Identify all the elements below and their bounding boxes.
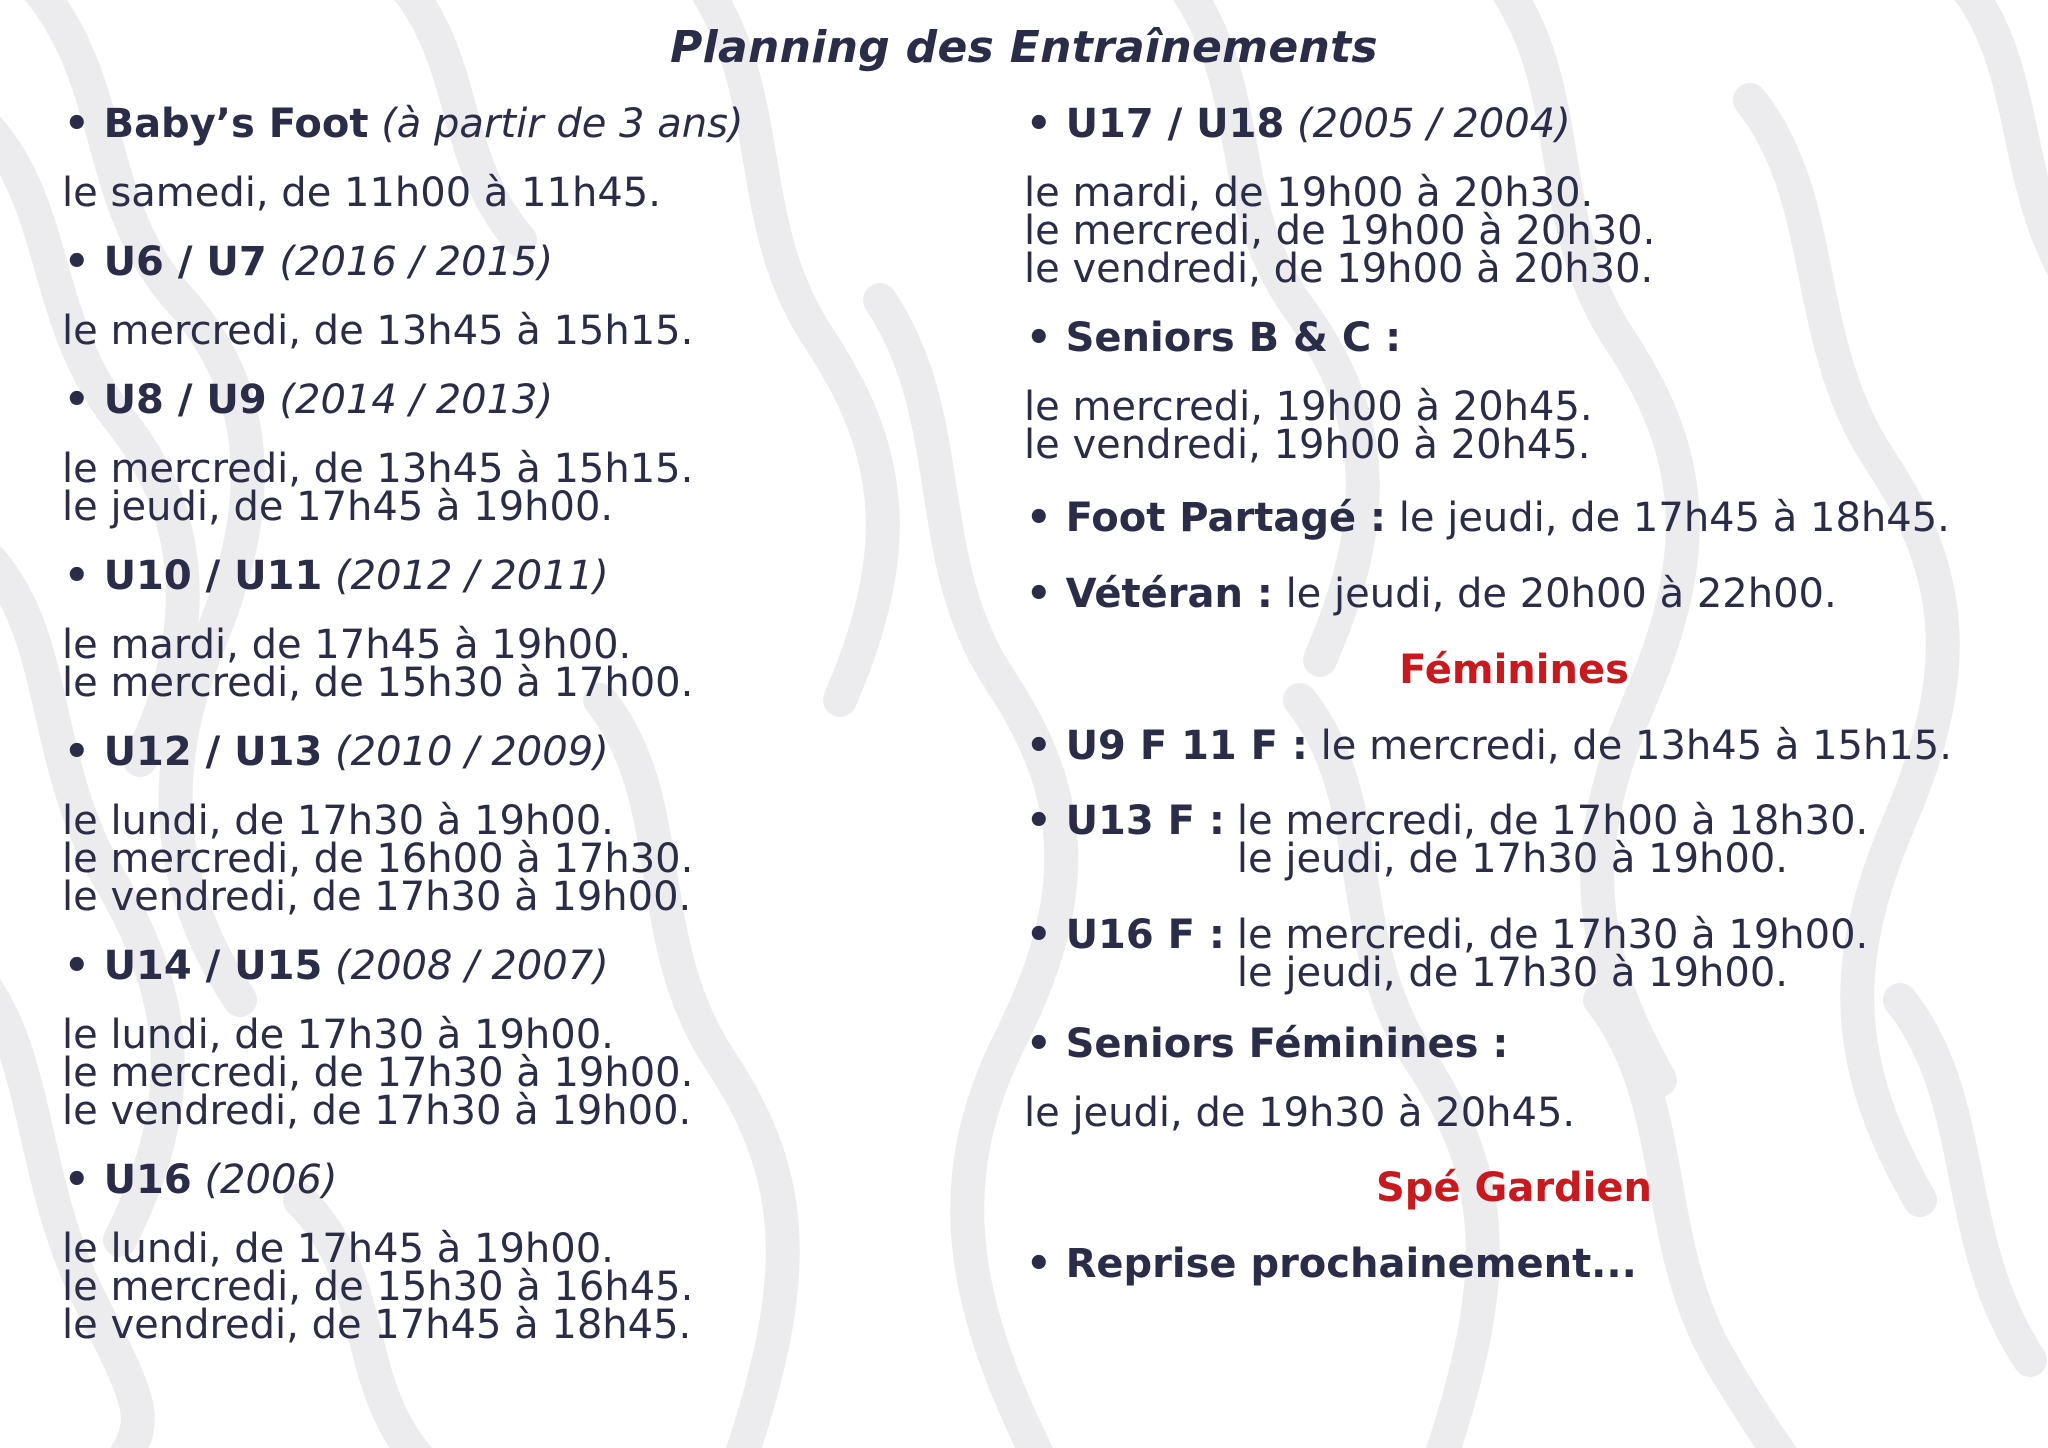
schedule-line: le mercredi, de 13h45 à 15h15. <box>62 446 694 492</box>
schedule-line: le lundi, de 17h30 à 19h00. <box>62 1012 614 1058</box>
bullet-icon: • <box>1026 798 1052 844</box>
bullet-icon: • <box>1026 912 1052 958</box>
schedule-entry-u12-u13 <box>62 726 1022 920</box>
bullet-icon: • <box>64 1157 90 1203</box>
schedule-line: le mardi, de 17h45 à 19h00. <box>62 622 632 668</box>
schedule-line: le vendredi, de 17h30 à 19h00. <box>62 1088 692 1134</box>
schedule-line: le jeudi, de 20h00 à 22h00. <box>1285 571 1837 617</box>
bullet-icon: • <box>1026 571 1052 617</box>
schedule-lines <box>62 1012 1022 1134</box>
group-name: U12 / U13 <box>103 729 323 775</box>
group-name: U8 / U9 <box>103 377 267 423</box>
group-name: U10 / U11 <box>103 553 323 599</box>
schedule-entry-u13f <box>1024 798 1984 882</box>
schedule-lines <box>1236 912 1869 996</box>
group-name: U17 / U18 <box>1065 101 1285 147</box>
bullet-icon: • <box>64 729 90 775</box>
schedule-entry-seniors-bc <box>1024 312 1984 468</box>
group-name: Seniors Féminines : <box>1065 1021 1509 1067</box>
schedule-entry-u14-u15 <box>62 940 1022 1134</box>
group-years: (2010 / 2009) <box>335 729 609 775</box>
schedule-line: le jeudi, de 17h30 à 19h00. <box>1236 836 1789 882</box>
schedule-line: le jeudi, de 17h45 à 19h00. <box>62 484 614 530</box>
bullet-icon: • <box>64 943 90 989</box>
group-name: U13 F : <box>1065 798 1225 844</box>
group-years: (2016 / 2015) <box>279 239 554 285</box>
group-years: (2006) <box>204 1157 338 1203</box>
schedule-lines <box>62 1226 1022 1348</box>
schedule-entry-u9f-u11f <box>1024 720 1984 772</box>
page-title: Planning des Entraînements <box>670 22 1378 73</box>
bullet-icon: • <box>1026 101 1052 147</box>
group-years: (2012 / 2011) <box>335 553 609 599</box>
bullet-icon: • <box>1026 1241 1052 1287</box>
schedule-lines <box>1024 384 1984 468</box>
bullet-icon: • <box>1026 1021 1052 1067</box>
group-name: Seniors B & C : <box>1065 315 1402 361</box>
schedule-entry-foot-partage <box>1024 492 1984 544</box>
schedule-line: le vendredi, 19h00 à 20h45. <box>1024 422 1591 468</box>
schedule-line: le mercredi, de 17h00 à 18h30. <box>1236 798 1869 844</box>
schedule-entry-u16 <box>62 1154 1022 1348</box>
schedule-lines <box>62 446 1022 530</box>
schedule-line: le mardi, de 19h00 à 20h30. <box>1024 170 1594 216</box>
bullet-icon: • <box>1026 315 1052 361</box>
bullet-icon: • <box>64 553 90 599</box>
group-name: U6 / U7 <box>103 239 267 285</box>
schedule-line: le mercredi, de 13h45 à 15h15. <box>1320 723 1952 769</box>
schedule-line: le mercredi, de 19h00 à 20h30. <box>1024 208 1656 254</box>
bullet-icon: • <box>64 239 90 285</box>
group-years: (2014 / 2013) <box>279 377 554 423</box>
right-column <box>1024 98 1984 1290</box>
schedule-entry-u6-u7 <box>62 236 1022 354</box>
schedule-lines <box>1024 1090 1984 1136</box>
bullet-icon: • <box>64 101 90 147</box>
group-years: (2005 / 2004) <box>1297 101 1571 147</box>
schedule-line: le mercredi, de 17h30 à 19h00. <box>62 1050 694 1096</box>
schedule-entry-u16f <box>1024 912 1984 996</box>
schedule-line: le samedi, de 11h00 à 11h45. <box>62 170 661 216</box>
group-name: Foot Partagé : <box>1065 495 1387 541</box>
bullet-icon: • <box>1026 723 1052 769</box>
section-title-feminines: Féminines <box>1399 647 1629 693</box>
group-years: (2008 / 2007) <box>335 943 609 989</box>
schedule-line: le jeudi, de 17h30 à 19h00. <box>1236 950 1789 996</box>
schedule-lines <box>62 170 1022 216</box>
schedule-line: le jeudi, de 19h30 à 20h45. <box>1024 1090 1576 1136</box>
group-name: U16 <box>103 1157 192 1203</box>
schedule-line: le mercredi, de 16h00 à 17h30. <box>62 836 694 882</box>
bullet-icon: • <box>1026 495 1052 541</box>
schedule-line: le mercredi, 19h00 à 20h45. <box>1024 384 1593 430</box>
bullet-icon: • <box>64 377 90 423</box>
schedule-line: le vendredi, de 17h45 à 18h45. <box>62 1302 692 1348</box>
schedule-entry-u17-u18 <box>1024 98 1984 292</box>
schedule-entry-veteran <box>1024 568 1984 620</box>
schedule-entry-reprise <box>1024 1238 1984 1290</box>
schedule-entry-u8-u9 <box>62 374 1022 530</box>
schedule-line: le vendredi, de 19h00 à 20h30. <box>1024 246 1654 292</box>
section-title-spe-gardien: Spé Gardien <box>1376 1165 1652 1211</box>
schedule-line: le vendredi, de 17h30 à 19h00. <box>62 874 692 920</box>
schedule-lines <box>62 798 1022 920</box>
left-column <box>62 98 1022 1348</box>
schedule-line: le lundi, de 17h30 à 19h00. <box>62 798 614 844</box>
schedule-line: le mercredi, de 15h30 à 16h45. <box>62 1264 694 1310</box>
schedule-line: le lundi, de 17h45 à 19h00. <box>62 1226 614 1272</box>
schedule-lines <box>1236 798 1869 882</box>
group-name: U9 F 11 F : <box>1065 723 1308 769</box>
group-name: U14 / U15 <box>103 943 323 989</box>
schedule-lines <box>62 622 1022 706</box>
schedule-entry-seniors-feminines <box>1024 1018 1984 1136</box>
group-name: Vétéran : <box>1065 571 1273 617</box>
schedule-entry-babys-foot <box>62 98 1022 216</box>
group-years: (à partir de 3 ans) <box>381 101 744 147</box>
group-name: Baby’s Foot <box>103 101 369 147</box>
reprise-note: Reprise prochainement... <box>1065 1241 1637 1287</box>
schedule-lines <box>62 308 1022 354</box>
schedule-line: le jeudi, de 17h45 à 18h45. <box>1398 495 1950 541</box>
schedule-lines <box>1024 170 1984 292</box>
group-name: U16 F : <box>1065 912 1225 958</box>
schedule-line: le mercredi, de 15h30 à 17h00. <box>62 660 694 706</box>
schedule-line: le mercredi, de 13h45 à 15h15. <box>62 308 694 354</box>
schedule-line: le mercredi, de 17h30 à 19h00. <box>1236 912 1869 958</box>
schedule-entry-u10-u11 <box>62 550 1022 706</box>
